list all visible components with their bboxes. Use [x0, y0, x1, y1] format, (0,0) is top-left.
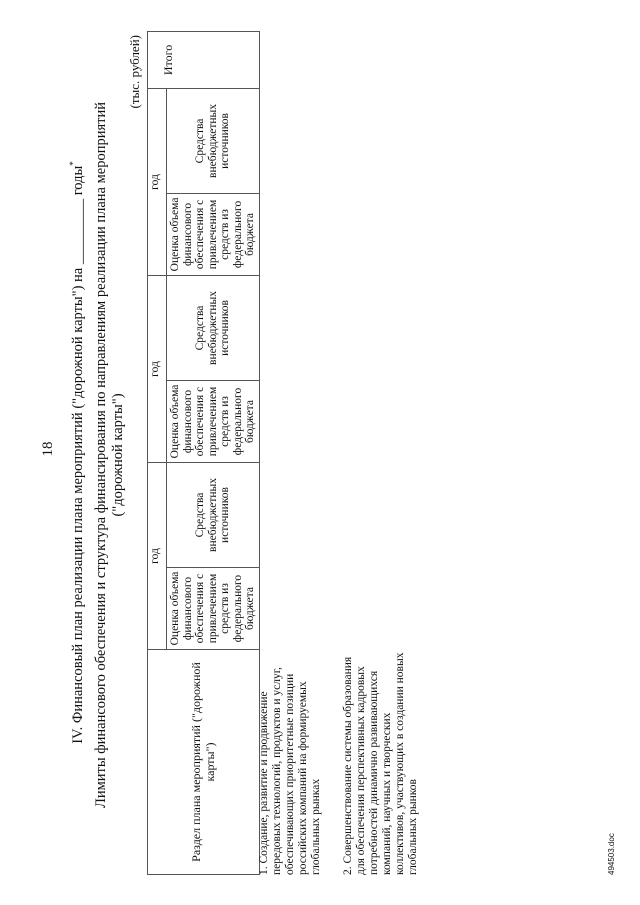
extrabudget-header-2: Средства внебюджетных источников	[167, 275, 260, 380]
extrabudget-header-3: Средства внебюджетных источников	[167, 88, 260, 193]
footnote-mark: *	[68, 161, 78, 166]
section-column-header: Раздел плана мероприятий ("дорожной карты")	[148, 650, 260, 875]
extrabudget-header-1: Средства внебюджетных источников	[167, 462, 260, 567]
financial-plan-table	[147, 31, 260, 875]
federal-budget-header-2: Оценка объема финансового обеспечения с привлечением средств из федерального бюджета	[167, 380, 260, 462]
total-column-header: Итого	[148, 31, 260, 88]
plan-sections-list	[258, 650, 420, 875]
table-subtitle	[93, 45, 127, 865]
subtitle-line-2: ("дорожной карты")	[110, 393, 126, 517]
page-number: 18	[40, 441, 56, 457]
federal-budget-header-1: Оценка объема финансового обеспечения с привлечением средств из федерального бюджета	[167, 568, 260, 650]
list-item: 2. Совершенствование системы образования для обеспечения перспективных кадровых потребностей динамично развивающихся компаний, научных и творческих коллективов, участвующих в создании новых глобальных рынков	[342, 652, 419, 875]
file-name: 494503.doc	[607, 833, 616, 875]
year-header-2: год	[148, 275, 167, 462]
units-label: (тыс. рублей)	[127, 35, 142, 109]
year-header-3: год	[148, 88, 167, 275]
federal-budget-header-3: Оценка объема финансового обеспечения с привлечением средств из федерального бюджета	[167, 193, 260, 275]
section-title-text: IV. Финансовый план реализации плана мероприятий ("дорожной карты") на _________ годы	[69, 165, 86, 744]
subtitle-line-1: Лимиты финансового обеспечения и структура финансирования по направлениям реализации плана мероприятий	[93, 102, 109, 808]
year-header-1: год	[148, 462, 167, 649]
list-item: 1. Создание, развитие и продвижение передовых технологий, продуктов и услуг, обеспечивающих приоритетные позиции российских компаний на формируемых глобальных рынках	[258, 666, 322, 875]
section-title	[68, 0, 87, 905]
